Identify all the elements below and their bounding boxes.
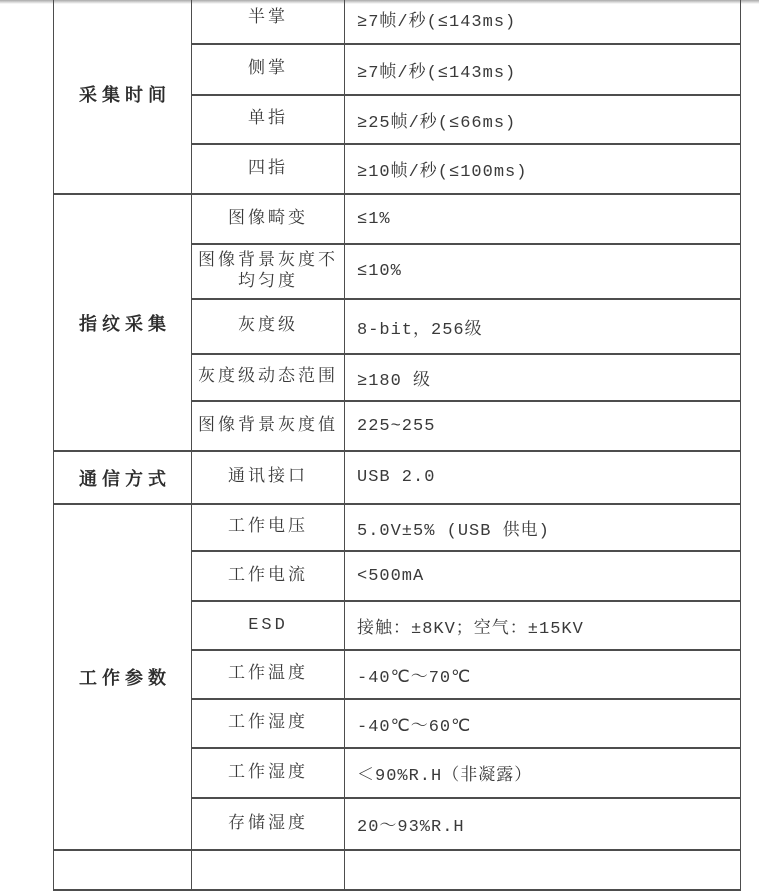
spec-item-label: 工作电流 [192,552,345,602]
spec-item-label: 半掌 [192,0,345,45]
spec-item-label: 通讯接口 [192,452,345,505]
spec-value: ≥25帧/秒(≤66ms) [345,96,741,145]
spec-value: ≥180 级 [345,355,741,402]
spec-item-label: 单指 [192,96,345,145]
spec-value: 接触：±8KV；空气：±15KV [345,602,741,651]
spec-value: ≤10% [345,245,741,300]
spec-value: 8-bit，256级 [345,300,741,355]
spec-value: -40℃～70℃ [345,651,741,700]
spec-item-label: 灰度级 [192,300,345,355]
spec-item-label: 存储湿度 [192,799,345,851]
spec-item-label: ESD [192,602,345,651]
spec-item-label: 四指 [192,145,345,195]
spec-item-label: 工作温度 [192,651,345,700]
partial-row-value-cell [345,851,741,891]
spec-item-label: 侧掌 [192,45,345,96]
spec-value: ≥7帧/秒(≤143ms) [345,0,741,45]
spec-item-label: 工作电压 [192,505,345,552]
category-fingerprint-capture: 指纹采集 [54,195,192,452]
partial-row-item-cell [192,851,345,891]
spec-value: <500mA [345,552,741,602]
spec-value: ≥10帧/秒(≤100ms) [345,145,741,195]
category-working-parameters: 工作参数 [54,505,192,851]
spec-value: 5.0V±5% (USB 供电) [345,505,741,552]
spec-value: ≥7帧/秒(≤143ms) [345,45,741,96]
category-acquisition-time: 采集时间 [54,0,192,195]
spec-value: ＜90%R.H（非凝露） [345,749,741,799]
spec-item-label: 灰度级动态范围 [192,355,345,402]
spec-value: ≤1% [345,195,741,245]
spec-table [53,0,741,891]
spec-value: 225~255 [345,402,741,452]
spec-item-label: 图像背景灰度不均匀度 [192,245,345,300]
spec-value: 20～93%R.H [345,799,741,851]
spec-item-label: 图像背景灰度值 [192,402,345,452]
partial-row-category-cell [54,851,192,891]
spec-item-label: 图像畸变 [192,195,345,245]
category-communication-mode: 通信方式 [54,452,192,505]
spec-value: USB 2.0 [345,452,741,505]
spec-item-label: 工作湿度 [192,749,345,799]
spec-value: -40℃～60℃ [345,700,741,749]
spec-item-label: 工作湿度 [192,700,345,749]
